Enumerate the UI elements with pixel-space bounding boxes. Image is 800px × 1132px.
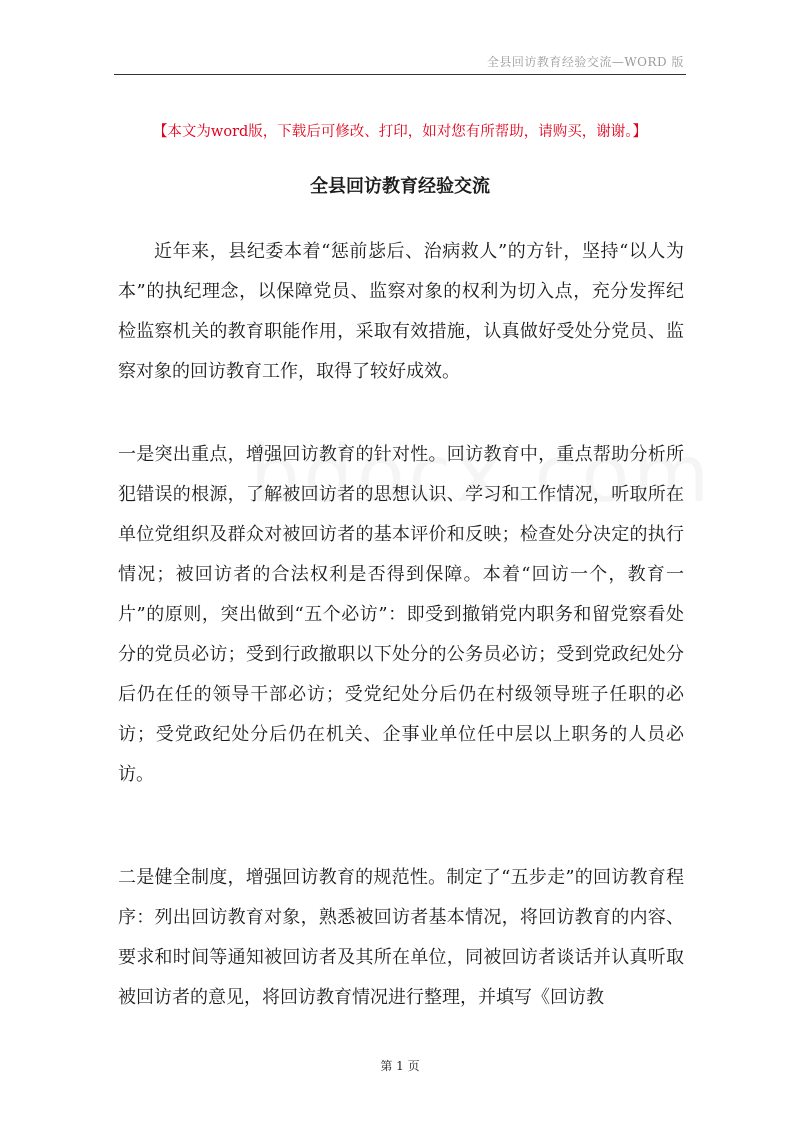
purchase-notice: 【本文为word版，下载后可修改、打印，如对您有所帮助，请购买，谢谢。】 <box>152 124 648 140</box>
paragraph-intro: 近年来，县纪委本着“惩前毖后、治病救人”的方针，坚持“以人为本”的执纪理念，以保障党员、监察对象的权利为切入点，充分发挥纪检监察机关的教育职能作用，采取有效措施，认真做好受处分党员、监察对象的回访教育工作，取得了较好成效。 <box>118 241 684 382</box>
paragraph-point-one: 一是突出重点，增强回访教育的针对性。回访教育中，重点帮助分析所犯错误的根源，了解被回访者的思想认识、学习和工作情况，听取所在单位党组织及群众对被回访者的基本评价和反映；检查处分决定的执行情况；被回访者的合法权利是否得到保障。本着“回访一个，教育一片”的原则，突出做到“五个必访”：即受到撤销党内职务和留党察看处分的党员必访；受到行政撤职以下处分的公务员必访；受到党政纪处分后仍在任的领导干部必访；受党纪处分后仍在村级领导班子任职的必访；受党政纪处分后仍在机关、企事业单位任中层以上职务的人员必访。 <box>118 444 684 785</box>
document-title: 全县回访教育经验交流 <box>310 176 490 197</box>
page-number: 第 1 页 <box>380 1059 420 1073</box>
header-divider <box>114 74 686 75</box>
paragraph-point-two: 二是健全制度，增强回访教育的规范性。制定了“五步走”的回访教育程序：列出回访教育对象，熟悉被回访者基本情况，将回访教育的内容、要求和时间等通知被回访者及其所在单位，同被回访者谈话并认真听取被回访者的意见，将回访教育情况进行整理，并填写《回访教 <box>118 867 684 1008</box>
running-header: 全县回访教育经验交流—WORD 版 <box>486 55 684 69</box>
